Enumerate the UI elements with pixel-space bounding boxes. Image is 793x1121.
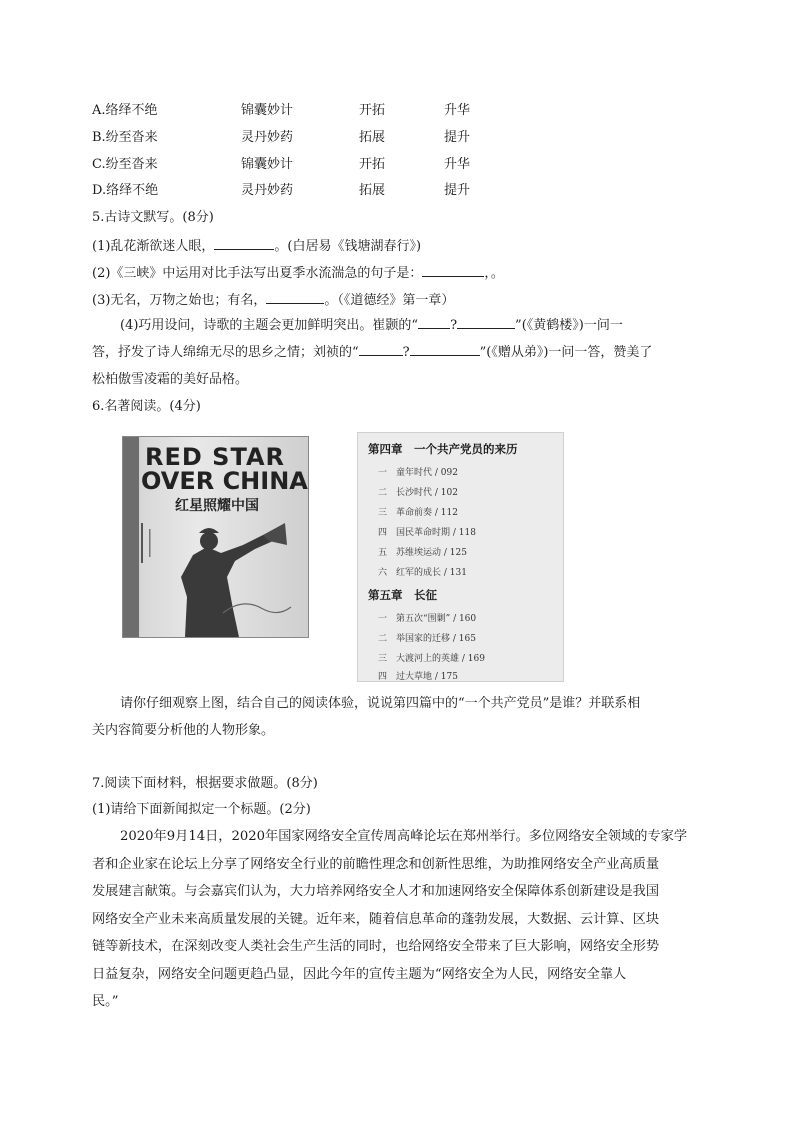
news-line: 民。” — [92, 994, 119, 1009]
q5-item-3-source: 。（《道德经》第一章） — [324, 293, 455, 308]
q5-item-3 — [92, 289, 712, 311]
toc-entry: 四 过大草地 / 175 — [378, 672, 458, 682]
toc-chapter-4: 第四章 一个共产党员的来历 — [368, 442, 518, 456]
book-cover-image — [122, 436, 309, 638]
news-line: 者和企业家在论坛上分享了网络安全行业的前瞻性理念和创新性思维，为助推网络安全产业高质量 — [92, 856, 660, 872]
q7-sub-1: (1)请给下面新闻拟定一个标题。(2分) — [92, 802, 311, 817]
news-line: 2020年9月14日，2020年国家网络安全宣传周高峰论坛在郑州举行。多位网络安全领域的专家学 — [120, 829, 688, 844]
question-mark: ? — [450, 318, 458, 333]
book-title-en-2: OVER CHINA — [141, 467, 308, 495]
q5-item-4-line1 — [92, 316, 712, 336]
toc-entry: 四 国民革命时期 / 118 — [378, 528, 476, 538]
option-word: 提升 — [444, 183, 471, 198]
toc-entry: 三 大渡河上的英雄 / 169 — [378, 654, 485, 664]
q5-item-4-line3: 松柏傲雪凌霜的美好品格。 — [92, 372, 249, 387]
q5-item-1 — [92, 235, 712, 257]
book-title-en-1: RED STAR — [145, 443, 285, 471]
answer-blank[interactable] — [422, 262, 484, 277]
option-idiom: 灵丹妙药 — [241, 183, 294, 198]
option-word: 拓展 — [359, 130, 386, 145]
option-word: 升华 — [444, 103, 471, 118]
q5-item-4-text: (4)巧用设问，诗歌的主题会更加鲜明突出。崔颢的“ — [120, 318, 419, 333]
q5-item-2 — [92, 262, 712, 284]
q5-item-1-text: (1)乱花渐欲迷人眼， — [92, 239, 215, 254]
option-label: D.络绎不绝 — [92, 183, 159, 198]
q5-item-3-text: (3)无名，万物之始也；有名， — [92, 293, 267, 308]
answer-blank[interactable] — [410, 355, 480, 356]
toc-entry: 五 苏维埃运动 / 125 — [378, 548, 467, 558]
q6-title: 6.名著阅读。(4分) — [92, 399, 201, 414]
news-line: 链等新技术，在深刻改变人类社会生产生活的同时，也给网络安全带来了巨大影响，网络安全形势 — [92, 939, 660, 954]
option-word: 拓展 — [359, 183, 386, 198]
toc-entry: 一 童年时代 / 092 — [378, 468, 458, 478]
option-word: 开拓 — [359, 157, 386, 172]
option-label: B.纷至沓来 — [92, 130, 158, 145]
option-word: 提升 — [444, 130, 471, 145]
answer-blank[interactable] — [418, 328, 450, 329]
option-word: 开拓 — [359, 103, 386, 118]
toc-chapter-5: 第五章 长征 — [368, 588, 437, 602]
option-word: 升华 — [444, 157, 471, 172]
news-passage — [92, 823, 712, 1016]
q5-item-4-source-2: ”(《赠从弟》)一问一答，赞美了 — [479, 345, 653, 360]
bugler-silhouette — [123, 437, 308, 637]
answer-blank[interactable] — [457, 328, 515, 329]
toc-entry: 六 红军的成长 / 131 — [378, 568, 467, 578]
q5-title: 5.古诗文默写。(8分) — [92, 210, 214, 225]
toc-entry: 一 第五次“围剿” / 160 — [378, 614, 477, 624]
book-title-cn: 红星照耀中国 — [175, 498, 259, 514]
news-line: 日益复杂，网络安全问题更趋凸显，因此今年的宣传主题为“网络安全为人民，网络安全靠人 — [92, 966, 627, 982]
option-idiom: 锦囊妙计 — [241, 157, 294, 172]
option-label: C.纷至沓来 — [92, 157, 158, 172]
option-idiom: 锦囊妙计 — [241, 103, 294, 118]
answer-blank[interactable] — [214, 235, 274, 250]
answer-blank[interactable] — [266, 289, 324, 304]
q6-prompt-line-2: 关内容简要分析他的人物形象。 — [92, 723, 275, 738]
option-label: A.络绎不绝 — [92, 103, 158, 118]
q5-item-4-text-cont: 答，抒发了诗人绵绵无尽的思乡之情；刘祯的“ — [92, 345, 359, 360]
news-line: 网络安全产业未来高质量发展的关键。近年来，随着信息革命的蓬勃发展，大数据、云计算、区块 — [92, 911, 660, 927]
q5-item-1-source: 。(白居易《钱塘湖春行》) — [274, 239, 422, 254]
toc-entry: 二 举国家的迁移 / 165 — [378, 634, 476, 644]
option-idiom: 灵丹妙药 — [241, 130, 294, 145]
question-mark: ? — [402, 345, 410, 360]
q5-item-2-text: (2)《三峡》中运用对比手法写出夏季水流湍急的句子是： — [92, 266, 423, 281]
answer-blank[interactable] — [359, 355, 403, 356]
toc-entry: 三 革命前奏 / 112 — [378, 508, 458, 518]
q6-prompt-line-1: 请你仔细观察上图，结合自己的阅读体验，说说第四篇中的“一个共产党员”是谁？并联系相 — [120, 696, 641, 711]
toc-entry: 二 长沙时代 / 102 — [378, 488, 458, 498]
news-line: 发展建言献策。与会嘉宾们认为，大力培养网络安全人才和加速网络安全保障体系创新建设是我国 — [92, 884, 660, 899]
q7-title: 7.阅读下面材料，根据要求做题。(8分) — [92, 776, 318, 791]
q5-item-4-line2 — [92, 343, 712, 363]
q5-item-2-end: ，。 — [484, 266, 504, 281]
table-of-contents-image — [357, 432, 564, 682]
q5-item-4-source: ”(《黄鹤楼》)一问一 — [515, 318, 623, 333]
